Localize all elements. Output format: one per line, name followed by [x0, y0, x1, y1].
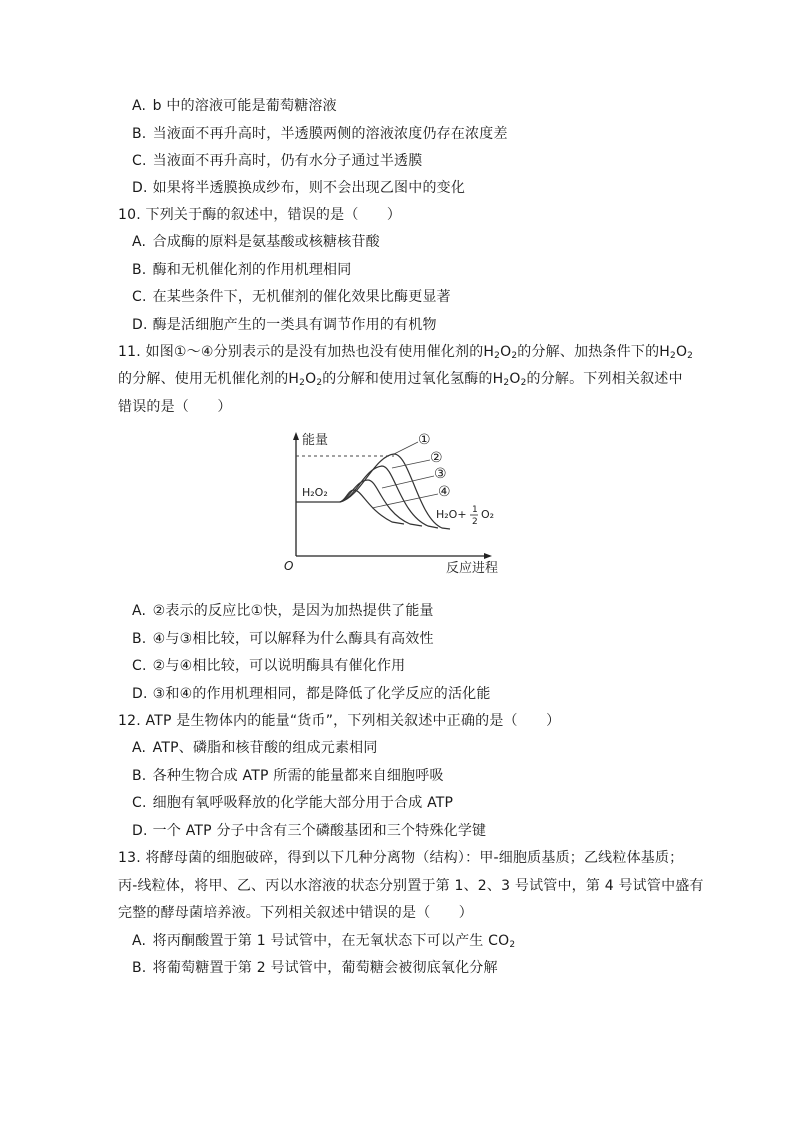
- curve-label-3: ③: [434, 466, 447, 482]
- leader-3: [382, 476, 434, 488]
- q10-option-d: D. 酶是活细胞产生的一类具有调节作用的有机物: [132, 317, 437, 333]
- leader-1: [394, 442, 418, 454]
- curve-4: [340, 490, 404, 524]
- q10-option-a: A. 合成酶的原料是氨基酸或核糖核苷酸: [132, 234, 380, 250]
- y-axis-arrow: [293, 432, 299, 440]
- q9-option-c: C. 当液面不再升高时，仍有水分子通过半透膜: [132, 153, 423, 169]
- q12-stem: 12. ATP 是生物体内的能量“货币”，下列相关叙述中正确的是（ ）: [118, 713, 561, 729]
- q11-option-c: C. ②与④相比较，可以说明酶具有催化作用: [132, 658, 406, 674]
- q10-option-b: B. 酶和无机催化剂的作用机理相同: [132, 262, 352, 278]
- q9-option-a: A. b 中的溶液可能是葡萄糖溶液: [132, 98, 337, 114]
- x-axis-arrow: [484, 553, 492, 559]
- x-axis-label: 反应进程: [446, 561, 499, 576]
- q11-stem-line2: 的分解、使用无机催化剂的$H_2O_2$的分解和使用过氧化氢酶的$H_2O_2$的分解。下列相关叙述中: [118, 371, 683, 388]
- q11-option-b: B. ④与③相比较，可以解释为什么酶具有高效性: [132, 631, 434, 647]
- h2o2-formula: $H_2O_2$: [492, 371, 527, 388]
- product-label-prefix: H₂O+: [436, 508, 467, 521]
- product-label-suffix: O₂: [481, 508, 495, 521]
- product-frac-den: 2: [472, 517, 478, 527]
- leader-2: [392, 460, 430, 468]
- curve-label-1: ①: [418, 432, 431, 448]
- q9-option-d: D. 如果将半透膜换成纱布，则不会出现乙图中的变化: [132, 180, 466, 196]
- reactant-label: H₂O₂: [302, 486, 328, 499]
- h2o2-formula: $H_2O_2$: [659, 344, 694, 361]
- q13-option-b: B. 将葡萄糖置于第 2 号试管中，葡萄糖会被彻底氧化分解: [132, 960, 498, 976]
- product-frac-num: 1: [472, 505, 478, 515]
- q13-stem-line1: 13. 将酵母菌的细胞破碎，得到以下几种分离物（结构）：甲-细胞质基质；乙线粒体基质；: [118, 850, 684, 866]
- q9-option-b: B. 当液面不再升高时，半透膜两侧的溶液浓度仍存在浓度差: [132, 126, 508, 142]
- q10-stem: 10. 下列关于酶的叙述中，错误的是（ ）: [118, 207, 402, 223]
- curve-label-4: ④: [438, 484, 451, 500]
- q10-option-c: C. 在某些条件下，无机催剂的催化效果比酶更显著: [132, 289, 451, 305]
- h2o2-formula: $H_2O_2$: [483, 344, 518, 361]
- energy-diagram: [282, 428, 512, 578]
- curve-3: [340, 480, 422, 526]
- q12-option-a: A. ATP、磷脂和核苷酸的组成元素相同: [132, 740, 378, 756]
- q12-option-b: B. 各种生物合成 ATP 所需的能量都来自细胞呼吸: [132, 768, 444, 784]
- q12-option-d: D. 一个 ATP 分子中含有三个磷酸基团和三个特殊化学键: [132, 823, 487, 839]
- q13-stem-line3: 完整的酵母菌培养液。下列相关叙述中错误的是（ ）: [118, 905, 473, 921]
- q11-stem-line1: 11. 如图①～④分别表示的是没有加热也没有使用催化剂的$H_2O_2$的分解、加热条件下的$H_2O_2$: [118, 344, 694, 361]
- curve-label-2: ②: [430, 450, 443, 466]
- q12-option-c: C. 细胞有氧呼吸释放的化学能大部分用于合成 ATP: [132, 795, 454, 811]
- q11-stem-line3: 错误的是（ ）: [118, 399, 232, 415]
- q13-option-a: A. 将丙酮酸置于第 1 号试管中，在无氧状态下可以产生 $CO_2$: [132, 933, 516, 950]
- origin-label: O: [284, 559, 294, 573]
- h2o2-formula: $H_2O_2$: [288, 371, 323, 388]
- y-axis-label: 能量: [302, 433, 329, 448]
- q11-option-a: A. ②表示的反应比①快，是因为加热提供了能量: [132, 603, 434, 619]
- q11-option-d: D. ③和④的作用机理相同，都是降低了化学反应的活化能: [132, 686, 491, 702]
- q13-stem-line2: 丙-线粒体，将甲、乙、丙以水溶液的状态分别置于第 1、2、3 号试管中，第 4 号试管中盛有: [118, 878, 704, 894]
